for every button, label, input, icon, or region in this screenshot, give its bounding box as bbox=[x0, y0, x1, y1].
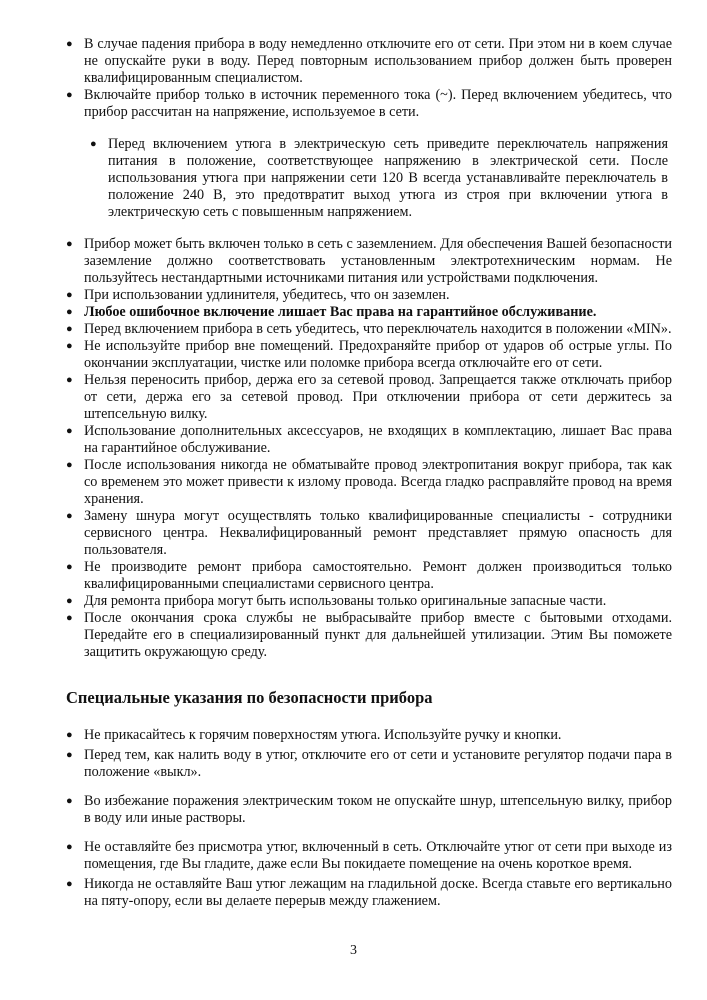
list-item bbox=[66, 457, 672, 508]
list-item bbox=[66, 793, 672, 827]
bullet-icon: ● bbox=[66, 89, 73, 101]
bullet-icon: ● bbox=[66, 510, 73, 522]
section-heading: Специальные указания по безопасности прибора bbox=[66, 688, 433, 707]
bullet-icon: ● bbox=[66, 595, 73, 607]
special-safety-list bbox=[66, 727, 672, 913]
list-item-text: После использования никогда не обматывайте провод электропитания вокруг прибора, так как со временем это может привести к излому провода. Всегда гладко расправляйте провод на время хранения. bbox=[84, 457, 672, 507]
bullet-icon: ● bbox=[66, 289, 73, 301]
list-item bbox=[66, 839, 672, 873]
list-item bbox=[66, 610, 672, 661]
list-item bbox=[90, 136, 668, 221]
voltage-switch-note bbox=[90, 136, 668, 221]
list-item-text: Перед включением прибора в сеть убедитесь, что переключатель находится в положении «MIN». bbox=[84, 321, 672, 337]
list-item bbox=[66, 747, 672, 781]
list-item-text: Не производите ремонт прибора самостоятельно. Ремонт должен производиться только квалифицированными специалистами сервисного центра. bbox=[84, 559, 672, 592]
page-number: 3 bbox=[350, 943, 357, 958]
list-item-text: Прибор может быть включен только в сеть с заземлением. Для обеспечения Вашей безопасности заземление должно соответствовать установленным электротехническим нормам. Не пользуйтесь нестандартными источниками питания или устройствами подключения. bbox=[84, 236, 672, 286]
list-item bbox=[66, 508, 672, 559]
list-item-text: В случае падения прибора в воду немедленно отключите его от сети. При этом ни в коем случае не опускайте руки в воду. Перед повторным использованием прибор должен быть проверен квалифицированным специалистом. bbox=[84, 36, 672, 86]
list-item bbox=[66, 338, 672, 372]
list-item-text: При использовании удлинителя, убедитесь, что он заземлен. bbox=[84, 287, 450, 303]
bullet-icon: ● bbox=[66, 306, 73, 318]
list-item bbox=[66, 236, 672, 287]
list-item bbox=[66, 372, 672, 423]
list-item-text: Никогда не оставляйте Ваш утюг лежащим на гладильной доске. Всегда ставьте его вертикально на пяту-опору, если вы делаете перерыв между глажением. bbox=[84, 876, 672, 909]
bullet-icon: ● bbox=[66, 841, 73, 853]
bullet-icon: ● bbox=[66, 795, 73, 807]
list-item-text: Не оставляйте без присмотра утюг, включенный в сеть. Отключайте утюг от сети при выходе из помещения, где Вы гладите, даже если Вы покидаете помещение на очень короткое время. bbox=[84, 839, 672, 872]
bullet-icon: ● bbox=[66, 729, 73, 741]
bullet-icon: ● bbox=[66, 878, 73, 890]
bullet-icon: ● bbox=[66, 425, 73, 437]
bullet-icon: ● bbox=[66, 749, 73, 761]
bullet-icon: ● bbox=[66, 238, 73, 250]
list-item-text: Перед включением утюга в электрическую сеть приведите переключатель напряжения питания в положение, соответствующее напряжению в электрической сети. После использования утюга при напряжении сети 120 В всегда устанавливайте переключатель в положение 240 В, это предотвратит выход утюга из строя при включении утюга в электрическую сеть с повышенным напряжением. bbox=[108, 136, 668, 220]
bullet-icon: ● bbox=[66, 612, 73, 624]
list-item-text: Нельзя переносить прибор, держа его за сетевой провод. Запрещается также отключать прибор от сети, держа его за сетевой провод. При отключении прибора от сети держитесь за штепсельную вилку. bbox=[84, 372, 672, 422]
list-item bbox=[66, 559, 672, 593]
bullet-icon: ● bbox=[90, 138, 97, 150]
list-item-text: После окончания срока службы не выбрасывайте прибор вместе с бытовыми отходами. Передайте его в специализированный пункт для дальнейшей утилизации. Этим Вы поможете защитить окружающую среду. bbox=[84, 610, 672, 660]
list-item bbox=[66, 36, 672, 87]
list-item-text: Перед тем, как налить воду в утюг, отключите его от сети и установите регулятор подачи пара в положение «выкл». bbox=[84, 747, 672, 780]
bullet-icon: ● bbox=[66, 340, 73, 352]
list-item bbox=[66, 593, 672, 610]
list-item bbox=[66, 287, 672, 304]
list-item bbox=[66, 727, 672, 744]
list-item-text: Включайте прибор только в источник переменного тока (~). Перед включением убедитесь, что прибор рассчитан на напряжение, используемое в сети. bbox=[84, 87, 672, 120]
list-item bbox=[66, 321, 672, 338]
safety-list-intro bbox=[66, 36, 672, 121]
bullet-icon: ● bbox=[66, 323, 73, 335]
list-item bbox=[66, 304, 672, 321]
list-item-text: Использование дополнительных аксессуаров, не входящих в комплектацию, лишает Вас права на гарантийное обслуживание. bbox=[84, 423, 672, 456]
safety-list-main bbox=[66, 236, 672, 661]
list-item bbox=[66, 423, 672, 457]
list-item-text: Во избежание поражения электрическим током не опускайте шнур, штепсельную вилку, прибор в воду или иные растворы. bbox=[84, 793, 672, 826]
list-item-text: Не используйте прибор вне помещений. Предохраняйте прибор от ударов об острые углы. По окончании эксплуатации, чистке или поломке прибора всегда отключайте его от сети. bbox=[84, 338, 672, 371]
list-item bbox=[66, 876, 672, 910]
list-item-text: Не прикасайтесь к горячим поверхностям утюга. Используйте ручку и кнопки. bbox=[84, 727, 562, 743]
list-item bbox=[66, 87, 672, 121]
bullet-icon: ● bbox=[66, 38, 73, 50]
bullet-icon: ● bbox=[66, 459, 73, 471]
warranty-warning-text: Любое ошибочное включение лишает Вас права на гарантийное обслуживание. bbox=[84, 304, 597, 320]
bullet-icon: ● bbox=[66, 374, 73, 386]
bullet-icon: ● bbox=[66, 561, 73, 573]
list-item-text: Для ремонта прибора могут быть использованы только оригинальные запасные части. bbox=[84, 593, 607, 609]
list-item-text: Замену шнура могут осуществлять только квалифицированные специалисты - сотрудники сервисного центра. Неквалифицированный ремонт представляет прямую опасность для пользователя. bbox=[84, 508, 672, 558]
